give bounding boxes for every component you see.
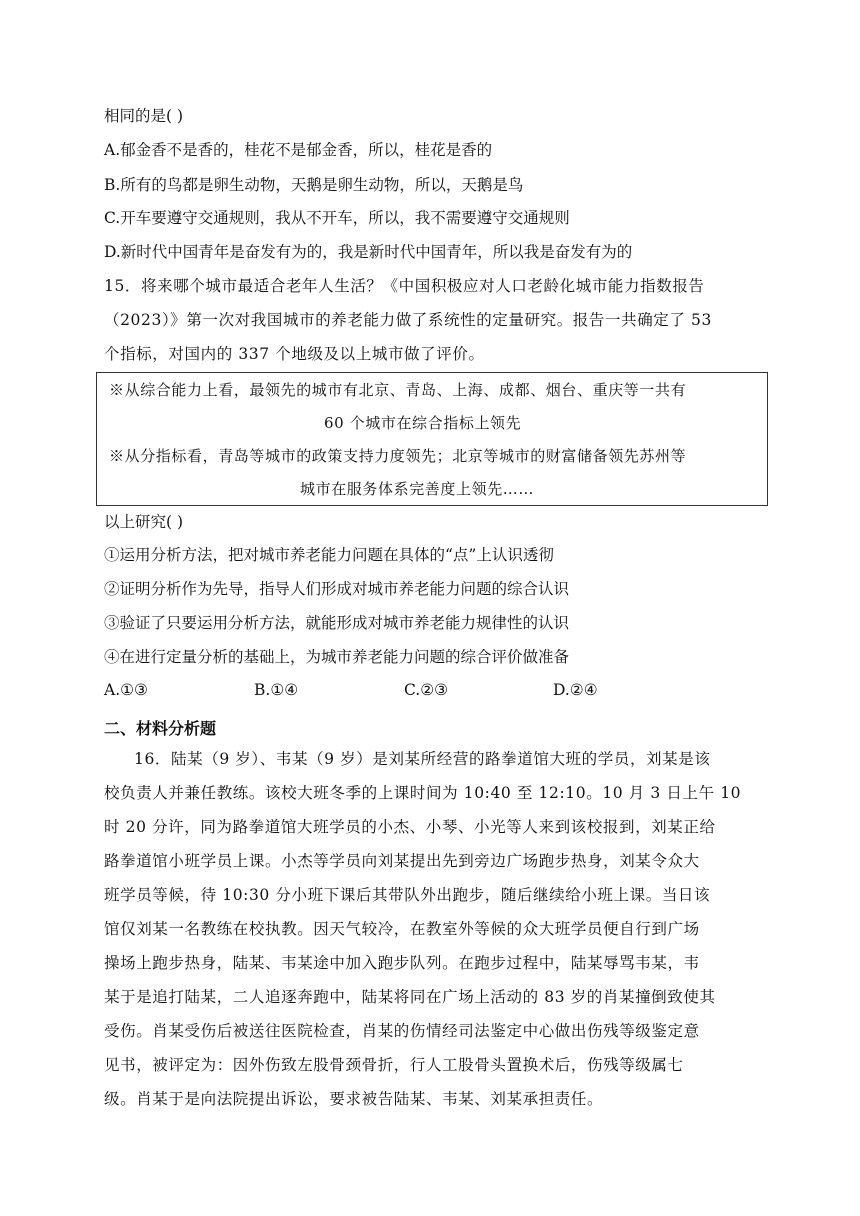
q15-choice-d: D.②④ <box>553 681 598 699</box>
q16-line-5: 班学员等候，待 10:30 分小班下课后其带队外出跑步，随后继续给小班上课。当日该 <box>104 886 711 904</box>
q14-option-d: D.新时代中国青年是奋发有为的，我是新时代中国青年，所以我是奋发有为的 <box>104 243 633 261</box>
q16-line-11: 级。肖某于是向法院提出诉讼，要求被告陆某、韦某、刘某承担责任。 <box>104 1090 604 1108</box>
q16-line-1: 16．陆某（9 岁）、韦某（9 岁）是刘某所经营的路拳道馆大班的学员，刘某是该 <box>134 750 711 768</box>
q15-statement-3: ③验证了只要运用分析方法，就能形成对城市养老能力规律性的认识 <box>104 614 570 632</box>
q16-line-6: 馆仅刘某一名教练在校执教。因天气较冷，在教室外等候的众大班学员便自行到广场 <box>104 920 700 938</box>
q15-statement-4: ④在进行定量分析的基础上，为城市养老能力问题的综合评价做准备 <box>104 648 570 666</box>
q15-stem-line-3: 个指标，对国内的 337 个地级及以上城市做了评价。 <box>104 345 485 363</box>
box-line-2: 60 个城市在综合指标上领先 <box>324 414 522 432</box>
q15-choice-a: A.①③ <box>104 681 148 699</box>
q14-option-c: C.开车要遵守交通规则，我从不开车，所以，我不需要遵守交通规则 <box>104 209 570 227</box>
q16-line-9: 受伤。肖某受伤后被送往医院检查，肖某的伤情经司法鉴定中心做出伤残等级鉴定意 <box>104 1022 700 1040</box>
question-stem-tail: 相同的是( ) <box>104 107 184 125</box>
box-line-3: ※从分指标看，青岛等城市的政策支持力度领先；北京等城市的财富储备领先苏州等 <box>109 447 687 465</box>
q15-choice-c: C.②③ <box>404 681 449 699</box>
q15-stem-line-2: （2023）》第一次对我国城市的养老能力做了系统性的定量研究。报告一共确定了 53 <box>104 311 712 329</box>
q14-option-a: A.郁金香不是香的，桂花不是郁金香，所以，桂花是香的 <box>104 141 493 159</box>
q15-statement-2: ②证明分析作为先导，指导人们形成对城市养老能力问题的综合认识 <box>104 580 570 598</box>
q16-line-3: 时 20 分许，同为路拳道馆大班学员的小杰、小琴、小光等人来到该校报到，刘某正给 <box>104 818 716 836</box>
q16-line-4: 路拳道馆小班学员上课。小杰等学员向刘某提出先到旁边广场跑步热身，刘某令众大 <box>104 852 700 870</box>
q15-question: 以上研究( ) <box>104 513 184 531</box>
material-box <box>96 372 768 506</box>
section-heading: 二、材料分析题 <box>104 719 217 738</box>
box-line-4: 城市在服务体系完善度上领先…… <box>300 480 535 498</box>
q15-stem-line-1: 15．将来哪个城市最适合老年人生活？《中国积极应对人口老龄化城市能力指数报告 <box>104 277 705 295</box>
q15-statement-1: ①运用分析方法，把对城市养老能力问题在具体的“点”上认识透彻 <box>104 546 554 564</box>
q16-line-10: 见书，被评定为：因外伤致左股骨颈骨折，行人工股骨头置换术后，伤残等级属七 <box>104 1056 684 1074</box>
q14-option-b: B.所有的鸟都是卵生动物，天鹅是卵生动物，所以，天鹅是鸟 <box>104 176 524 194</box>
q16-line-7: 操场上跑步热身，陆某、韦某途中加入跑步队列。在跑步过程中，陆某辱骂韦某，韦 <box>104 954 700 972</box>
q16-line-2: 校负责人并兼任教练。该校大班冬季的上课时间为 10:40 至 12:10。10 月 3 日上午 10 <box>104 784 742 802</box>
q16-line-8: 某于是追打陆某，二人追逐奔跑中，陆某将同在广场上活动的 83 岁的肖某撞倒致使其 <box>104 988 716 1006</box>
box-line-1: ※从综合能力上看，最领先的城市有北京、青岛、上海、成都、烟台、重庆等一共有 <box>109 381 687 399</box>
q15-choice-b: B.①④ <box>254 681 299 699</box>
